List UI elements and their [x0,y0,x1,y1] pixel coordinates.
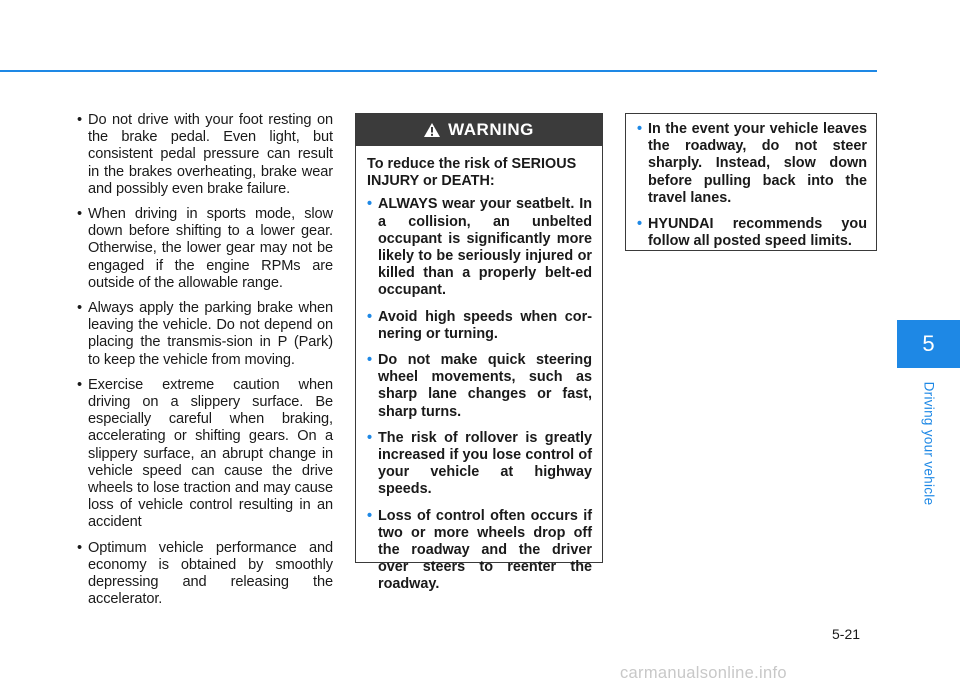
chapter-number-tab [897,320,960,368]
safety-tips-list [77,112,333,608]
list-item: • Avoid high speeds when cor-nering or turning. [367,309,592,343]
list-item: • Loss of control often occurs if two or more wheels drop off the roadway and the driver over steers to reenter the roadway. [367,508,592,594]
list-item: • In the event your vehicle leaves the roadway, do not steer sharply. Instead, slow down before pulling back into the travel lanes. [637,121,867,207]
warning-triangle-icon [424,123,440,137]
list-item: • When driving in sports mode, slow down before shifting to a lower gear. Otherwise, the lower gear may not be engaged if the engine RPMs are outside of the allowable range. [77,206,333,292]
warning-continued-list [637,121,867,250]
warning-box [355,113,603,593]
warning-continued-box [625,113,877,251]
page-number: 5-21 [832,626,861,642]
top-rule [0,70,877,72]
warning-title: WARNING [448,120,534,139]
warning-header [356,114,602,146]
chapter-title-text: Driving your vehicle [921,381,937,505]
warning-list [367,196,592,593]
warning-intro: To reduce the risk of SERIOUS INJURY or DEATH: [367,156,577,190]
chapter-number: 5 [922,331,935,356]
list-item: • ALWAYS wear your seatbelt. In a collision, an unbelted occupant is significantly more likely to be seriously injured or killed than a properly belt-ed occupant. [367,196,592,299]
list-item: • Optimum vehicle performance and economy is obtained by smoothly depressing and releasing the accelerator. [77,540,333,609]
list-item: • Do not make quick steering wheel movements, such as sharp lane changes or fast, sharp turns. [367,352,592,421]
warning-body [356,146,602,594]
list-item: • Exercise extreme caution when driving on a slippery surface. Be especially careful when braking, accelerating or shifting gears. On a slippery surface, an abrupt change in vehicle speed can cause the drive wheels to lose traction and may cause loss of vehicle control resulting in an accident [77,377,333,532]
left-column [77,112,333,616]
list-item: • Do not drive with your foot resting on the brake pedal. Even light, but consistent pedal pressure can result in the brakes overheating, brake wear and possibly even brake failure. [77,112,333,198]
footer-watermark: carmanualsonline.info [620,664,787,682]
list-item: • The risk of rollover is greatly increased if you lose control of your vehicle at highway speeds. [367,430,592,499]
list-item: • HYUNDAI recommends you follow all posted speed limits. [637,216,867,250]
chapter-title [897,378,960,508]
list-item: • Always apply the parking brake when leaving the vehicle. Do not depend on placing the transmis-sion in P (Park) to keep the vehicle from moving. [77,300,333,369]
